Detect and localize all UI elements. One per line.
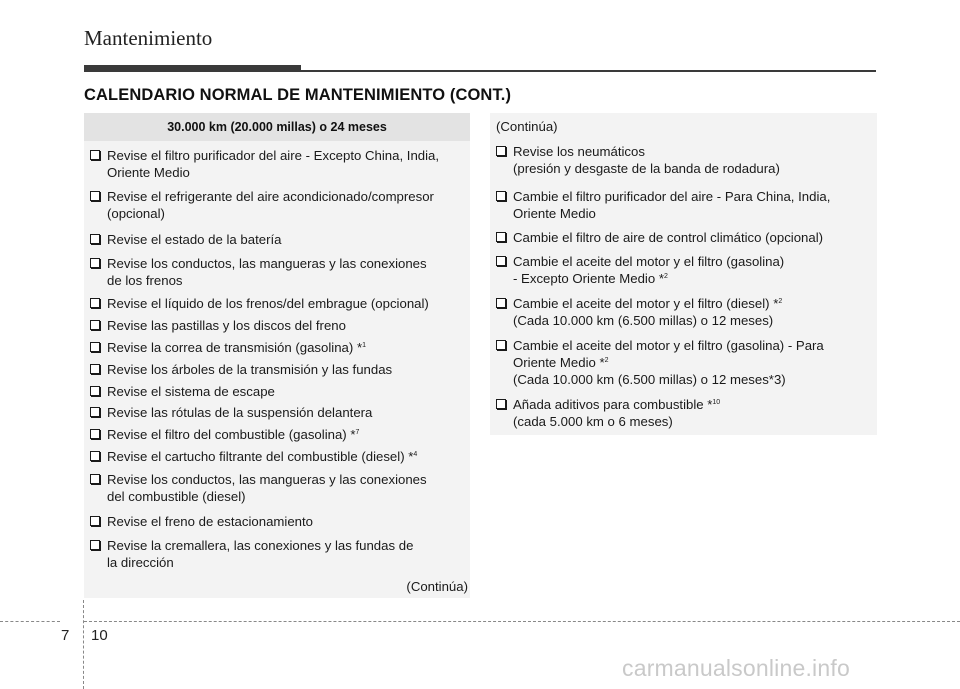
checkbox-icon — [496, 146, 506, 156]
checklist-item — [90, 448, 417, 465]
checklist-item — [90, 295, 429, 312]
checklist-item — [496, 253, 784, 287]
maintenance-panel-right — [490, 113, 877, 435]
checkbox-icon — [90, 234, 100, 244]
checklist-item — [90, 361, 392, 378]
item-line: Revise la cremallera, las conexiones y las fundas de — [107, 538, 414, 553]
item-line: Revise el filtro purificador del aire - Excepto China, India, — [107, 148, 440, 163]
footnote-ref: 7 — [355, 429, 360, 436]
item-line: Cambie el aceite del motor y el filtro (gasolina) — [513, 254, 785, 269]
item-line: la dirección — [107, 555, 174, 570]
item-line: Revise las rótulas de la suspensión delantera — [107, 405, 373, 420]
checklist-item — [496, 337, 824, 388]
checklist-item — [90, 383, 275, 400]
checkbox-icon — [90, 298, 100, 308]
checkbox-icon — [90, 516, 100, 526]
page-number: 10 — [91, 627, 108, 644]
item-line — [513, 396, 720, 413]
footnote-ref: 4 — [413, 451, 418, 458]
checkbox-icon — [496, 298, 506, 308]
checkbox-icon — [496, 232, 506, 242]
footnote-ref: 2 — [604, 357, 609, 364]
item-line — [107, 339, 366, 356]
item-line: Revise el freno de estacionamiento — [107, 514, 313, 529]
item-line — [107, 426, 359, 443]
item-line: Cambie el filtro de aire de control climático (opcional) — [513, 230, 824, 245]
maintenance-panel-left — [84, 113, 470, 598]
item-line: (Cada 10.000 km (6.500 millas) o 12 meses*3) — [513, 372, 786, 387]
page-heading: CALENDARIO NORMAL DE MANTENIMIENTO (CONT.) — [84, 86, 512, 104]
item-line: Cambie el aceite del motor y el filtro (gasolina) - Para — [513, 338, 824, 353]
checklist-item — [90, 513, 313, 530]
item-line: Revise el estado de la batería — [107, 232, 282, 247]
checklist-item — [90, 255, 427, 289]
checklist-item — [496, 143, 780, 177]
header-rule-thin — [301, 70, 876, 72]
item-line — [513, 354, 824, 371]
item-line — [107, 448, 417, 465]
item-text: Añada aditivos para combustible * — [513, 397, 713, 412]
checklist-item — [90, 537, 413, 571]
continues-note: (Continúa) — [406, 579, 468, 594]
checklist-item — [496, 229, 823, 246]
checklist-item — [90, 147, 439, 181]
item-line — [513, 295, 782, 312]
checklist-item — [90, 404, 372, 421]
item-line: Revise el líquido de los frenos/del embrague (opcional) — [107, 296, 429, 311]
continued-note: (Continúa) — [496, 119, 558, 134]
item-line: Revise el sistema de escape — [107, 384, 275, 399]
checklist-item — [90, 188, 434, 222]
section-title: Mantenimiento — [84, 26, 213, 50]
footer-rule-left — [0, 621, 60, 622]
footnote-ref: 10 — [712, 399, 721, 406]
item-line: Revise el refrigerante del aire acondicionado/compresor — [107, 189, 434, 204]
checkbox-icon — [90, 191, 100, 201]
item-line: de los frenos — [107, 273, 183, 288]
checkbox-icon — [90, 451, 100, 461]
item-text: Revise la correa de transmisión (gasolina) * — [107, 340, 363, 355]
checkbox-icon — [90, 342, 100, 352]
item-line: Revise los neumáticos — [513, 144, 645, 159]
footer-divider — [83, 600, 84, 689]
item-text: Revise el cartucho filtrante del combustible (diesel) * — [107, 449, 414, 464]
item-line: Oriente Medio — [107, 165, 190, 180]
item-line: Revise los conductos, las mangueras y las conexiones — [107, 472, 427, 487]
footnote-ref: 2 — [664, 273, 668, 280]
checkbox-icon — [496, 256, 506, 266]
checkbox-icon — [90, 150, 100, 160]
item-line: (Cada 10.000 km (6.500 millas) o 12 meses) — [513, 313, 774, 328]
item-line: del combustible (diesel) — [107, 489, 246, 504]
header-rule-thick — [84, 65, 301, 72]
item-line — [513, 270, 784, 287]
footnote-ref: 1 — [362, 342, 366, 349]
item-line: Oriente Medio — [513, 206, 596, 221]
checkbox-icon — [90, 258, 100, 268]
checkbox-icon — [90, 407, 100, 417]
checklist-item — [90, 317, 346, 334]
item-text: Cambie el aceite del motor y el filtro (diesel) * — [513, 296, 779, 311]
checkbox-icon — [90, 364, 100, 374]
item-line: Revise los conductos, las mangueras y las conexiones — [107, 256, 427, 271]
item-text: - Excepto Oriente Medio * — [513, 271, 664, 286]
checklist-item — [90, 231, 281, 248]
checklist-item — [90, 471, 427, 505]
item-line: Cambie el filtro purificador del aire - Para China, India, — [513, 189, 831, 204]
checklist-item — [90, 426, 359, 443]
item-line: Revise los árboles de la transmisión y las fundas — [107, 362, 393, 377]
checkbox-icon — [90, 320, 100, 330]
checkbox-icon — [90, 540, 100, 550]
watermark: carmanualsonline.info — [622, 655, 850, 681]
checkbox-icon — [90, 474, 100, 484]
checklist-item — [496, 295, 782, 329]
item-line: (presión y desgaste de la banda de rodadura) — [513, 161, 780, 176]
chapter-number: 7 — [61, 627, 70, 644]
checkbox-icon — [90, 429, 100, 439]
checklist-item — [496, 396, 720, 430]
item-line: (cada 5.000 km o 6 meses) — [513, 414, 673, 429]
footer-rule-right — [84, 621, 960, 622]
interval-heading: 30.000 km (20.000 millas) o 24 meses — [84, 113, 470, 141]
footnote-ref: 2 — [778, 298, 783, 305]
checklist-item — [496, 188, 830, 222]
checkbox-icon — [90, 386, 100, 396]
item-line: (opcional) — [107, 206, 165, 221]
checkbox-icon — [496, 399, 506, 409]
checklist-item — [90, 339, 366, 356]
item-line: Revise las pastillas y los discos del freno — [107, 318, 346, 333]
checkbox-icon — [496, 191, 506, 201]
item-text: Oriente Medio * — [513, 355, 605, 370]
item-text: Revise el filtro del combustible (gasolina) * — [107, 427, 356, 442]
checkbox-icon — [496, 340, 506, 350]
